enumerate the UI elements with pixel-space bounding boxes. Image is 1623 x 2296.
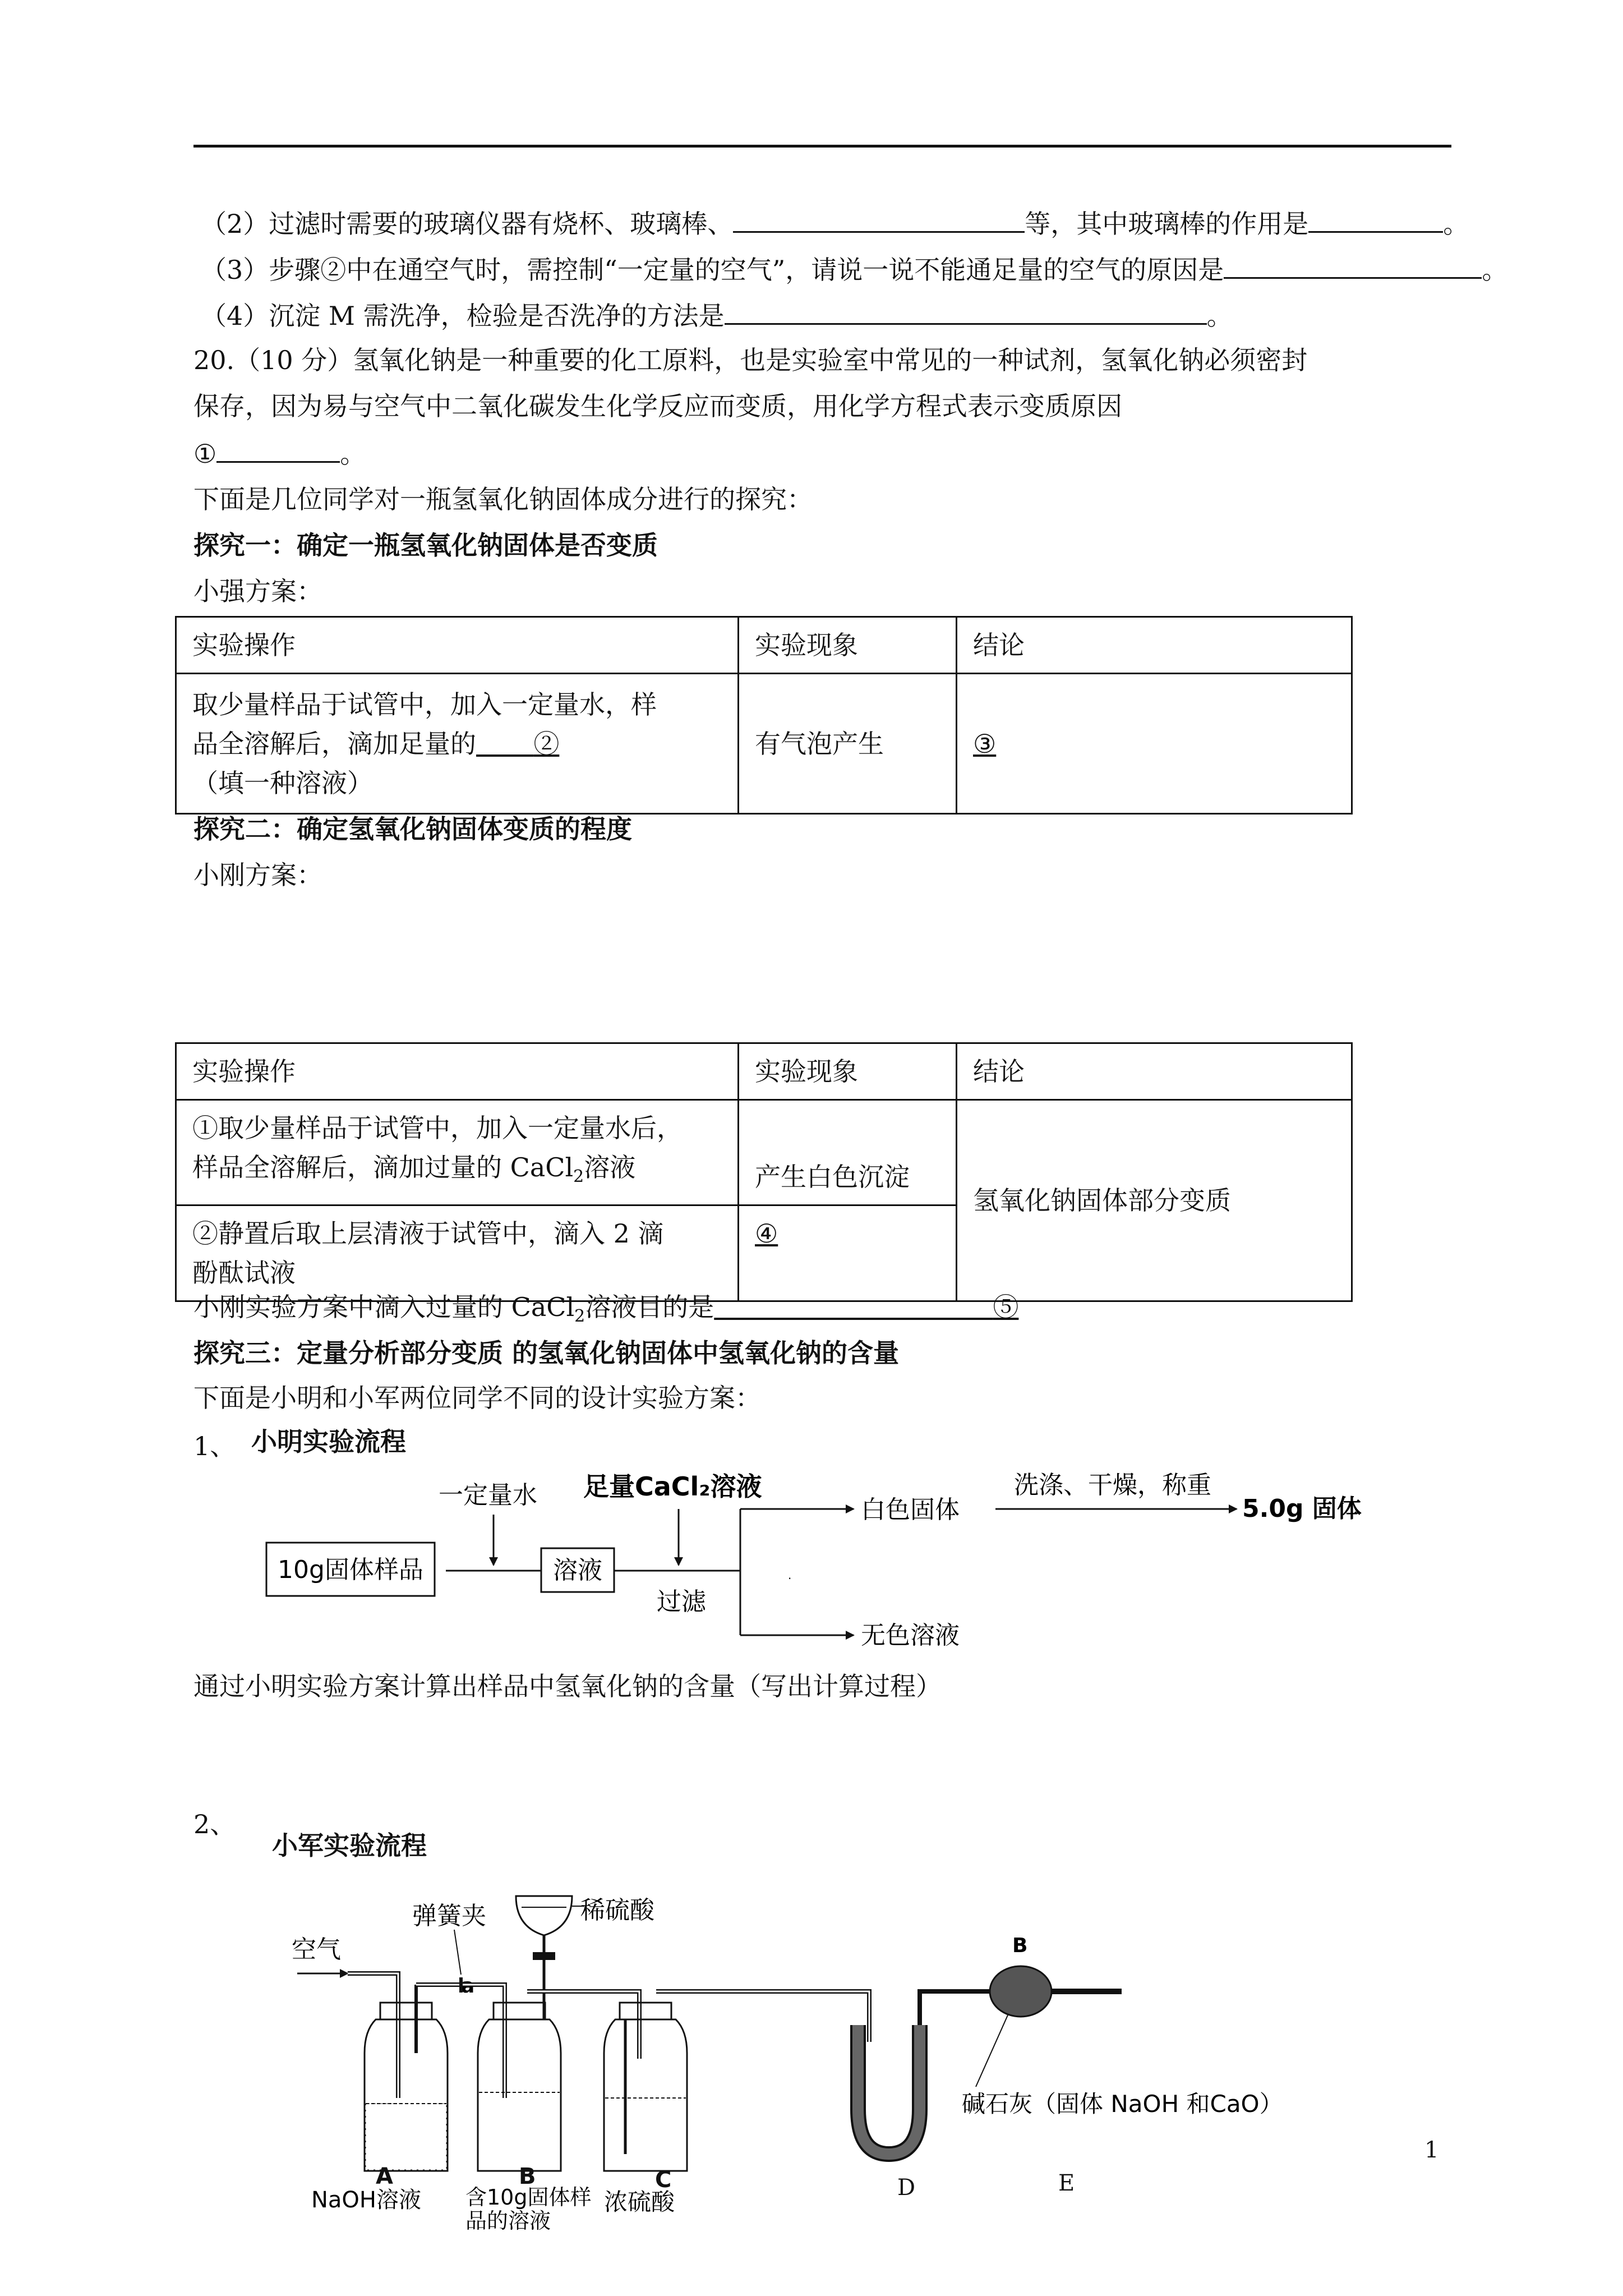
solution-label: 溶液 bbox=[553, 1556, 602, 1585]
drying-tube-e bbox=[990, 1966, 1122, 2017]
result-label: 5.0g 固体 bbox=[1242, 1494, 1362, 1523]
answer-blank[interactable] bbox=[1308, 205, 1443, 233]
conclusion-cell: 氢氧化钠固体部分变质 bbox=[957, 1100, 1352, 1301]
answer-blank[interactable] bbox=[1224, 251, 1482, 279]
label-b: B bbox=[519, 2164, 536, 2189]
tube-d-e bbox=[920, 1991, 993, 2025]
item-2: 2、 bbox=[193, 1809, 236, 1839]
phenomenon-cell: ④ bbox=[739, 1205, 957, 1301]
table-header: 实验操作 bbox=[176, 1043, 739, 1100]
apparatus-xiaojun bbox=[269, 1874, 1402, 2238]
explore2-plan: 小刚方案： bbox=[193, 860, 322, 890]
question-20-line3: ① 。 bbox=[193, 435, 366, 471]
answer-blank[interactable] bbox=[733, 205, 1025, 233]
clip-a-label: a bbox=[461, 1975, 475, 1998]
u-tube-d bbox=[858, 2025, 920, 2154]
phenomenon-cell: 产生白色沉淀 bbox=[739, 1100, 957, 1205]
item-1: 1、 bbox=[193, 1431, 236, 1461]
sample-label: 10g固体样品 bbox=[278, 1556, 423, 1584]
answer-blank[interactable] bbox=[725, 297, 1207, 325]
question-20-line2: 保存，因为易与空气中二氧化碳发生化学反应而变质，用化学方程式表示变质原因 bbox=[193, 391, 1122, 421]
flow1-title: 小明实验流程 bbox=[251, 1427, 406, 1457]
explore2-table bbox=[175, 1042, 1353, 1302]
tube-c-d-inner bbox=[656, 1991, 869, 2042]
bottle-a bbox=[365, 1985, 448, 2171]
operation-cell: ②静置后取上层清液于试管中，滴入 2 滴 酚酞试液 bbox=[176, 1205, 739, 1301]
separatory-funnel[interactable] bbox=[516, 1896, 584, 2019]
filter-label: 过滤 bbox=[657, 1588, 706, 1616]
header-rule bbox=[193, 145, 1451, 148]
label-c: C bbox=[655, 2167, 672, 2193]
intro-text: 下面是几位同学对一瓶氢氧化钠固体成分进行的探究： bbox=[193, 484, 813, 514]
conc-acid-label: 浓硫酸 bbox=[604, 2188, 675, 2216]
explore2-title: 探究二：确定氢氧化钠固体变质的程度 bbox=[193, 814, 632, 844]
operation-cell: 取少量样品于试管中，加入一定量水，样 品全溶解后，滴加足量的 ② （填一种溶液） bbox=[176, 674, 739, 814]
spring-clip-pointer bbox=[454, 1930, 461, 1975]
answer-blank-5[interactable]: ⑤ bbox=[993, 1292, 1019, 1322]
bottle-c bbox=[604, 2003, 687, 2171]
conclusion-cell: ③ bbox=[957, 674, 1352, 814]
explore3-title: 探究三：定量分析部分变质 的氢氧化钠固体中氢氧化钠的含量 bbox=[193, 1338, 900, 1368]
soda-lime-label: 碱石灰（固体 NaOH 和CaO） bbox=[962, 2090, 1283, 2118]
soda-lime-pointer bbox=[976, 2014, 1008, 2087]
question-4: （4）沉淀 M 需洗净，检验是否洗净的方法是 。 bbox=[201, 297, 1233, 333]
answer-blank[interactable] bbox=[216, 435, 340, 463]
table-header: 结论 bbox=[957, 617, 1352, 674]
answer-blank-2[interactable]: ② bbox=[533, 728, 560, 759]
phenomenon-cell: 有气泡产生 bbox=[739, 674, 957, 814]
flowchart-xiaoming bbox=[247, 1458, 1424, 1666]
question-2: （2）过滤时需要的玻璃仪器有烧杯、玻璃棒、 等，其中玻璃棒的作用是 。 bbox=[201, 205, 1469, 241]
label-d: D bbox=[897, 2175, 916, 2201]
table-header: 结论 bbox=[957, 1043, 1352, 1100]
colorless-label: 无色溶液 bbox=[861, 1621, 960, 1650]
sample-solution-label-1: 含10g固体样 bbox=[465, 2185, 592, 2210]
explore2-purpose: 小刚实验方案中滴入过量的 CaCl$_2$溶液目的是 ⑤ bbox=[193, 1292, 1019, 1327]
white-solid-label: 白色固体 bbox=[861, 1496, 960, 1524]
bottle-b bbox=[478, 2003, 561, 2171]
wash-label: 洗涤、干燥，称重 bbox=[1014, 1471, 1211, 1499]
question-20-line1: 20.（10 分）氢氧化钠是一种重要的化工原料，也是实验室中常见的一种试剂，氢氧化钠必须密封 bbox=[193, 345, 1308, 375]
question-3: （3）步骤②中在通空气时，需控制“一定量的空气”，请说一说不能通足量的空气的原因是 。 bbox=[201, 251, 1507, 287]
label-a: A bbox=[376, 2164, 393, 2189]
naoh-label: NaOH溶液 bbox=[311, 2187, 421, 2213]
page-number: 1 bbox=[1424, 2137, 1439, 2163]
calc-prompt: 通过小明实验方案计算出样品中氢氧化钠的含量（写出计算过程） bbox=[193, 1671, 942, 1701]
water-label: 一定量水 bbox=[439, 1481, 537, 1510]
spring-clip-label: 弹簧夹 bbox=[412, 1902, 486, 1930]
table-header: 实验现象 bbox=[739, 1043, 957, 1100]
air-label: 空气 bbox=[292, 1935, 341, 1964]
label-e: E bbox=[1058, 2170, 1075, 2196]
explore3-intro: 下面是小明和小军两位同学不同的设计实验方案： bbox=[193, 1383, 761, 1413]
cacl2-label: 足量CaCl₂溶液 bbox=[583, 1471, 762, 1502]
operation-cell: ①取少量样品于试管中，加入一定量水后， 样品全溶解后，滴加过量的 CaCl$_2$溶液 bbox=[176, 1100, 739, 1205]
dot-mark: . bbox=[788, 1568, 792, 1582]
inlet-tube bbox=[348, 1973, 398, 2098]
table-header: 实验操作 bbox=[176, 617, 739, 674]
dilute-acid-label: 稀硫酸 bbox=[580, 1896, 654, 1925]
explore1-plan: 小强方案： bbox=[193, 576, 322, 606]
explore1-table bbox=[175, 616, 1353, 815]
tube-a-b-inner bbox=[416, 1985, 505, 2098]
sample-solution-label-2: 品的溶液 bbox=[465, 2208, 551, 2233]
tube-c-d bbox=[656, 1991, 869, 2042]
explore1-title: 探究一：确定一瓶氢氧化钠固体是否变质 bbox=[193, 530, 658, 560]
flow2-title: 小军实验流程 bbox=[272, 1830, 427, 1861]
tube-a-b bbox=[416, 1985, 505, 2098]
bulb-b-label: B bbox=[1012, 1934, 1028, 1957]
table-header: 实验现象 bbox=[739, 617, 957, 674]
inlet-tube-inner bbox=[348, 1973, 398, 2098]
